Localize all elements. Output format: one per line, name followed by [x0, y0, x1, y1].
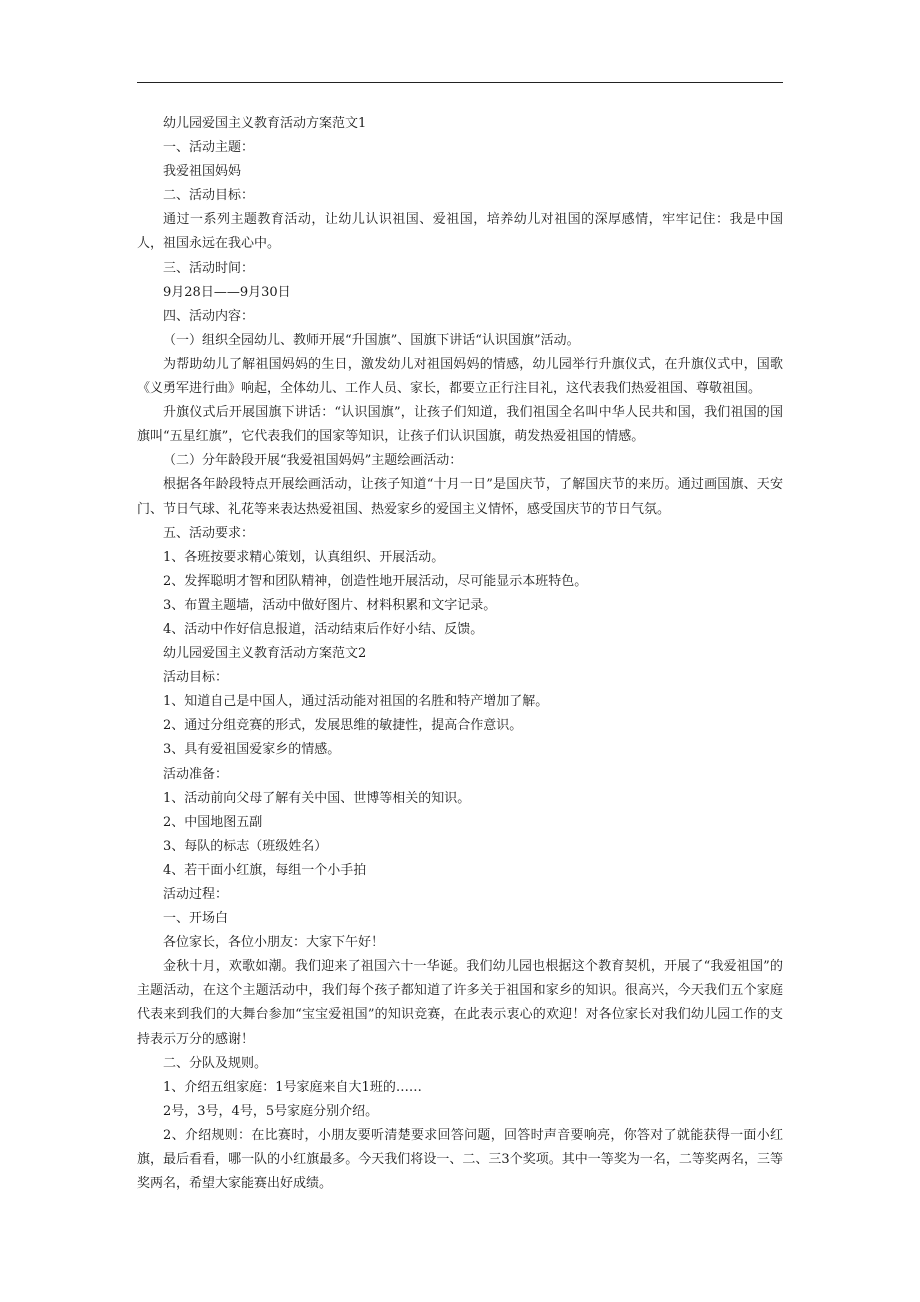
list-item: 2、介绍规则：在比赛时，小朋友要听清楚要求回答问题，回答时声音要响亮，你答对了就能获得一面小红旗，最后看看，哪一队的小红旗最多。今天我们将设一、二、三3个奖项。其中一等奖为一名，二等奖两名，三等奖两名，希望大家能赛出好成绩。 [137, 1127, 783, 1192]
heading: 二、活动目标： [163, 188, 255, 204]
paragraph: 根据各年龄段特点开展绘画活动，让孩子知道“十月一日”是国庆节，了解国庆节的来历。通过画国旗、天安门、节日气球、礼花等来表达热爱祖国、热爱家乡的爱国主义情怀，感受国庆节的节日气氛。 [137, 477, 783, 517]
heading: 活动过程： [163, 887, 229, 902]
list-item: 4、若干面小红旗，每组一个小手拍 [163, 862, 367, 878]
heading: 活动准备： [163, 766, 229, 782]
list-item: 1、活动前向父母了解有关中国、世博等相关的知识。 [163, 790, 471, 806]
heading: 活动目标： [163, 670, 229, 686]
subheading: （一）组织全园幼儿、教师开展“升国旗”、国旗下讲话“认识国旗”活动。 [163, 332, 580, 348]
subheading: （二）分年龄段开展“我爱祖国妈妈”主题绘画活动： [163, 453, 463, 469]
heading: 一、活动主题： [163, 140, 255, 156]
paragraph: 我爱祖国妈妈 [163, 164, 242, 180]
paragraph: 升旗仪式后开展国旗下讲话：“认识国旗”，让孩子们知道，我们祖国全名叫中华人民共和国，我们祖国的国旗叫“五星红旗”，它代表我们的国家等知识，让孩子们认识国旗，萌发热爱祖国的情感。 [137, 405, 783, 445]
section-title: 幼儿园爱国主义教育活动方案范文1 [163, 116, 367, 131]
heading: 四、活动内容： [163, 308, 255, 324]
document-body [137, 112, 783, 1196]
list-item: 3、每队的标志（班级姓名） [163, 838, 328, 854]
heading: 五、活动要求： [163, 525, 255, 541]
heading: 一、开场白 [163, 911, 229, 927]
list-item: 1、知道自己是中国人，通过活动能对祖国的名胜和特产增加了解。 [163, 694, 549, 710]
list-item: 4、活动中作好信息报道，活动结束后作好小结、反馈。 [163, 621, 484, 637]
paragraph: 各位家长，各位小朋友：大家下午好！ [163, 935, 385, 951]
list-item: 3、具有爱祖国爱家乡的情感。 [163, 742, 341, 758]
paragraph: 9月28日——9月30日 [163, 284, 291, 300]
paragraph: 金秋十月，欢歌如潮。我们迎来了祖国六十一华诞。我们幼儿园也根据这个教育契机，开展了“我爱祖国”的主题活动，在这个主题活动中，我们每个孩子都知道了许多关于祖国和家乡的知识。很高兴，今天我们五个家庭代表来到我们的大舞台参加“宝宝爱祖国”的知识竞赛，在此表示衷心的欢迎！对各位家长对我们幼儿园工作的支持表示万分的感谢！ [137, 959, 783, 1047]
list-item: 1、各班按要求精心策划，认真组织、开展活动。 [163, 549, 445, 565]
list-item: 2、通过分组竞赛的形式，发展思维的敏捷性，提高合作意识。 [163, 718, 523, 734]
list-item: 2、中国地图五副 [163, 814, 263, 830]
heading: 二、分队及规则。 [163, 1055, 268, 1071]
paragraph: 为帮助幼儿了解祖国妈妈的生日，激发幼儿对祖国妈妈的情感，幼儿园举行升旗仪式，在升旗仪式中，国歌《义勇军进行曲》响起，全体幼儿、工作人员、家长，都要立正行注目礼，这代表我们热爱祖国、尊敬祖国。 [137, 356, 783, 397]
list-item: 3、布置主题墙，活动中做好图片、材料积累和文字记录。 [163, 597, 497, 613]
list-item: 1、介绍五组家庭：1号家庭来自大1班的…… [163, 1079, 422, 1095]
section-title: 幼儿园爱国主义教育活动方案范文2 [163, 646, 367, 662]
heading: 三、活动时间： [163, 260, 255, 276]
header-rule [137, 82, 783, 83]
paragraph: 2号，3号，4号，5号家庭分别介绍。 [163, 1103, 379, 1119]
list-item: 2、发挥聪明才智和团队精神，创造性地开展活动，尽可能显示本班特色。 [163, 573, 588, 589]
paragraph: 通过一系列主题教育活动，让幼儿认识祖国、爱祖国，培养幼儿对祖国的深厚感情，牢牢记住：我是中国人，祖国永远在我心中。 [137, 212, 783, 252]
